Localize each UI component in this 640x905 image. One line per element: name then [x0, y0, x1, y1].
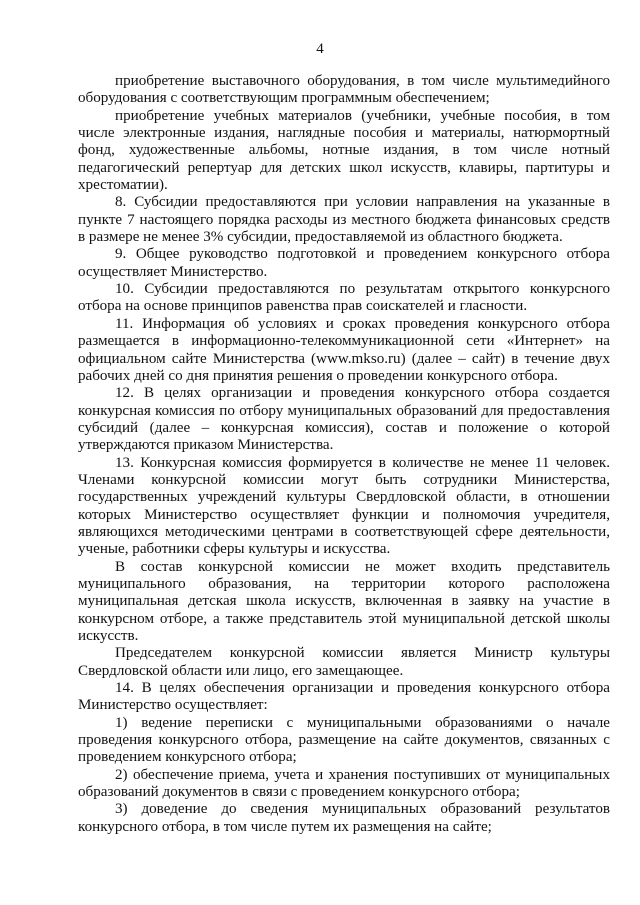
paragraph-exhibition-equipment: приобретение выставочного оборудования, в том числе мультимедийного оборудования с соответствующим программным обеспечением; — [78, 73, 610, 107]
document-body — [78, 73, 610, 836]
paragraph-item-9: 9. Общее руководство подготовкой и проведением конкурсного отбора осуществляет Министерство. — [78, 246, 610, 280]
paragraph-item-12: 12. В целях организации и проведения конкурсного отбора создается конкурсная комиссия по отбору муниципальных образований для предоставления субсидий (далее – конкурсная комиссия), состав и положение о которой утверждаются приказом Министерства. — [78, 385, 610, 454]
paragraph-commission-exclusion: В состав конкурсной комиссии не может входить представитель муниципального образования, на территории которого расположена муниципальная детская школа искусств, включенная в заявку на участие в конкурсном отборе, а также представитель этой муниципальной детской школы искусств. — [78, 558, 610, 644]
paragraph-item-13: 13. Конкурсная комиссия формируется в количестве не менее 11 человек. Членами конкурсной комиссии могут быть сотрудники Министерства, государственных учреждений культуры Свердловской области, в отношении которых Министерство осуществляет функции и полномочия учредителя, являющихся методическими центрами в соответствующей сфере деятельности, ученые, работники сферы культуры и искусства. — [78, 454, 610, 558]
paragraph-commission-chair: Председателем конкурсной комиссии является Министр культуры Свердловской области или лицо, его замещающее. — [78, 645, 610, 679]
paragraph-item-8: 8. Субсидии предоставляются при условии направления на указанные в пункте 7 настоящего порядка расходы из местного бюджета финансовых средств в размере не менее 3% субсидии, предоставляемой из областного бюджета. — [78, 194, 610, 246]
paragraph-subitem-2: 2) обеспечение приема, учета и хранения поступивших от муниципальных образований документов в связи с проведением конкурсного отбора; — [78, 766, 610, 801]
page-number: 4 — [316, 41, 324, 57]
paragraph-item-14: 14. В целях обеспечения организации и проведения конкурсного отбора Министерство осуществляет: — [78, 680, 610, 714]
paragraph-subitem-1: 1) ведение переписки с муниципальными образованиями о начале проведения конкурсного отбора, размещение на сайте документов, связанных с проведением конкурсного отбора; — [78, 714, 610, 766]
paragraph-subitem-3: 3) доведение до сведения муниципальных образований результатов конкурсного отбора, в том числе путем их размещения на сайте; — [78, 801, 610, 835]
paragraph-item-10: 10. Субсидии предоставляются по результатам открытого конкурсного отбора на основе принципов равенства прав соискателей и гласности. — [78, 281, 610, 315]
paragraph-educational-materials: приобретение учебных материалов (учебники, учебные пособия, в том числе электронные издания, наглядные пособия и материалы, натюрмортный фонд, художественные альбомы, нотные издания, в том числе нотный педагогический репертуар для детских школ искусств, клавиры, партитуры и хрестоматии). — [78, 107, 610, 194]
paragraph-item-11: 11. Информация об условиях и сроках проведения конкурсного отбора размещается в информационно-телекоммуникационной сети «Интернет» на официальном сайте Министерства (www.mkso.ru) (далее – сайт) в течение двух рабочих дней со дня принятия решения о проведении конкурсного отбора. — [78, 315, 610, 384]
